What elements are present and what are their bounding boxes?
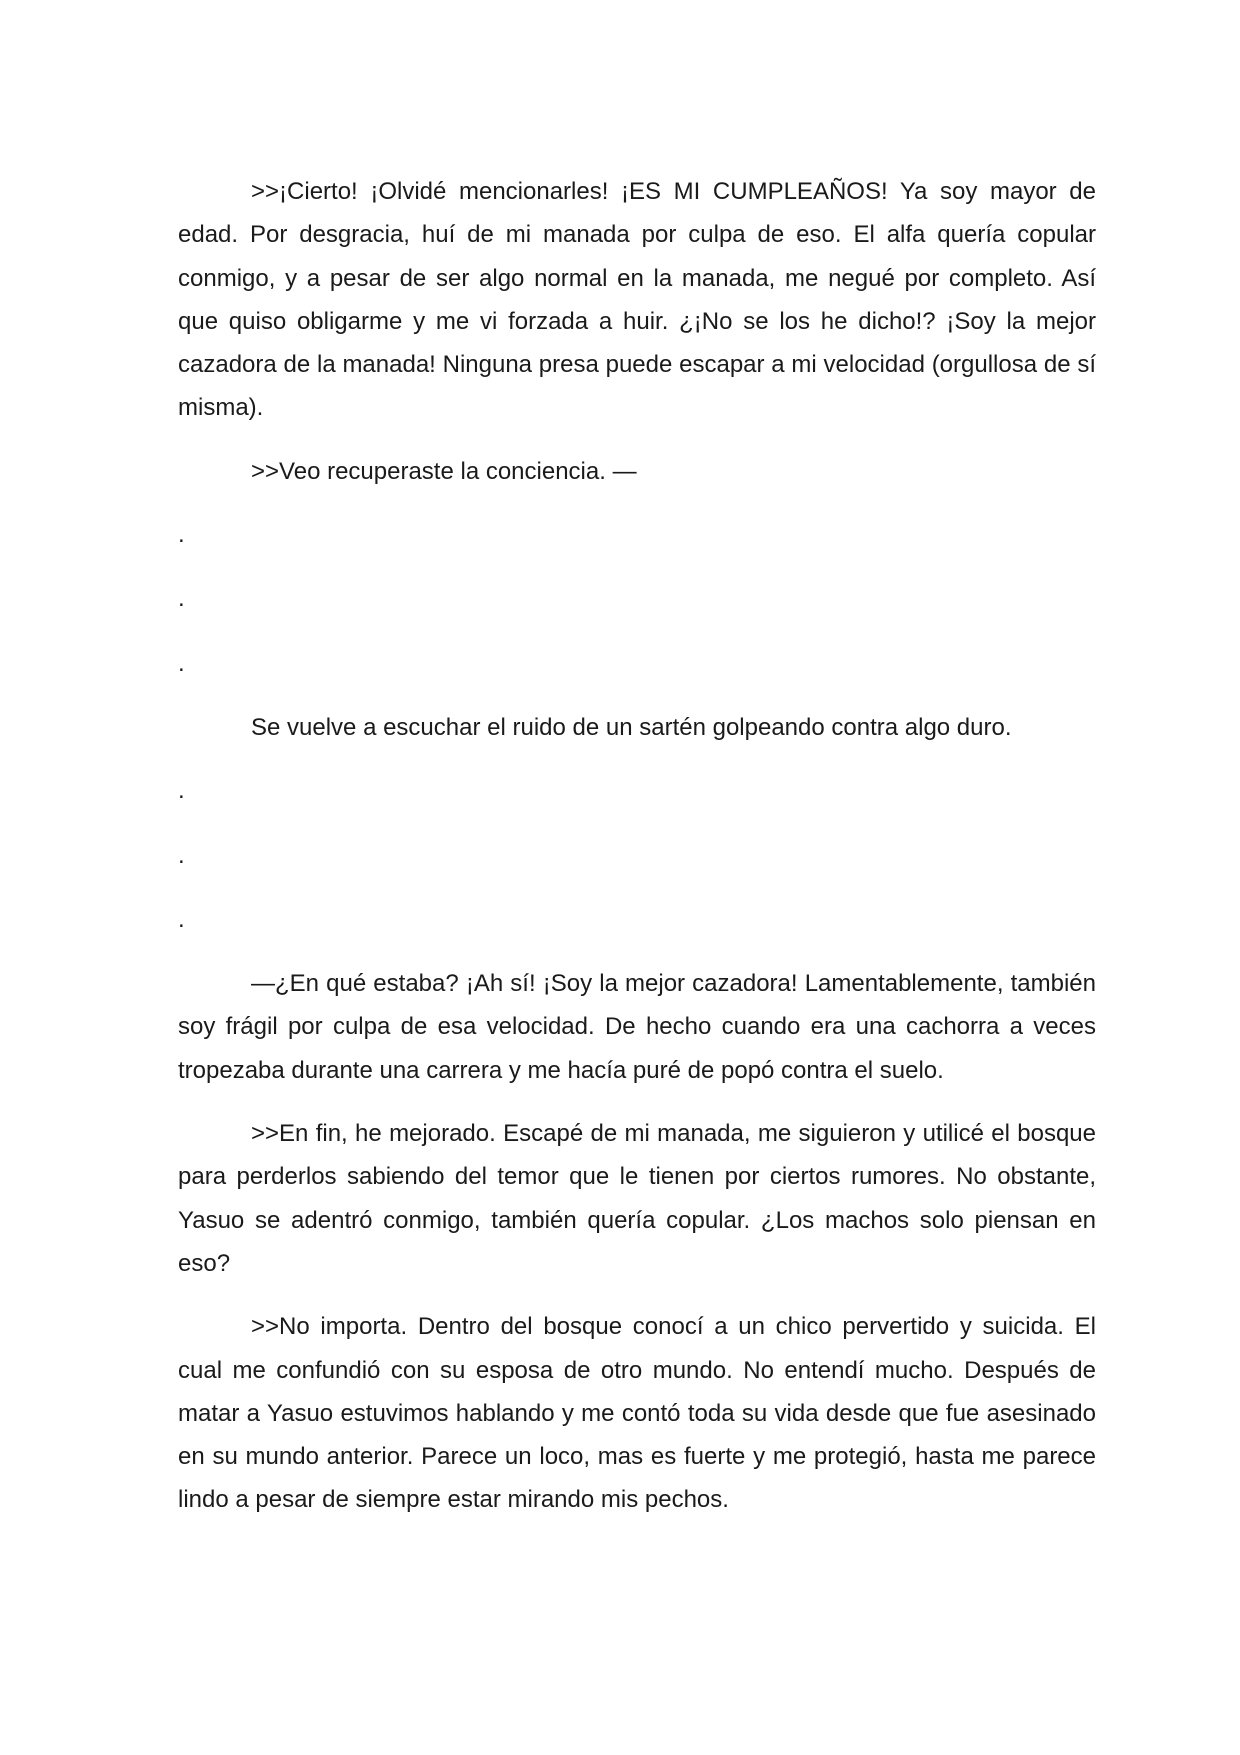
scene-break-dot: . bbox=[178, 841, 185, 869]
paragraph-recovered-consciousness: >>Veo recuperaste la conciencia. — bbox=[251, 457, 637, 485]
paragraph-frying-pan: Se vuelve a escuchar el ruido de un sartén golpeando contra algo duro. bbox=[251, 713, 1012, 741]
scene-break-dot: . bbox=[178, 585, 185, 613]
paragraph-forest-boy: >>No importa. Dentro del bosque conocí a un chico pervertido y suicida. El cual me confundió con su esposa de otro mundo. No entendí mucho. Después de matar a Yasuo estuvimos hablando y me contó toda su vida desde que fue asesinado en su mundo anterior. Parece un loco, mas es fuerte y me protegió, hasta me parece lindo a pesar de siempre estar mirando mis pechos. bbox=[178, 1313, 1096, 1514]
paragraph-escape: >>En fin, he mejorado. Escapé de mi manada, me siguieron y utilicé el bosque para perderlos sabiendo del temor que le tienen por ciertos rumores. No obstante, Yasuo se adentró conmigo, también quería copular. ¿Los machos solo piensan en eso? bbox=[178, 1120, 1096, 1277]
scene-break-dot: . bbox=[178, 521, 185, 549]
scene-break-dot: . bbox=[178, 777, 185, 805]
paragraph-birthday: >>¡Cierto! ¡Olvidé mencionarles! ¡ES MI CUMPLEAÑOS! Ya soy mayor de edad. Por desgracia, huí de mi manada por culpa de eso. El alfa quería copular conmigo, y a pesar de ser algo normal en la manada, me negué por completo. Así que quiso obligarme y me vi forzada a huir. ¿¡No se los he dicho!? ¡Soy la mejor cazadora de la manada! Ninguna presa puede escapar a mi velocidad (orgullosa de sí misma). bbox=[178, 178, 1096, 422]
scene-break-dot: . bbox=[178, 649, 185, 677]
paragraph-best-hunter: —¿En qué estaba? ¡Ah sí! ¡Soy la mejor cazadora! Lamentablemente, también soy frágil por culpa de esa velocidad. De hecho cuando era una cachorra a veces tropezaba durante una carrera y me hacía puré de popó contra el suelo. bbox=[178, 970, 1096, 1084]
document-page bbox=[178, 170, 1096, 1542]
scene-break-dot: . bbox=[178, 905, 185, 933]
